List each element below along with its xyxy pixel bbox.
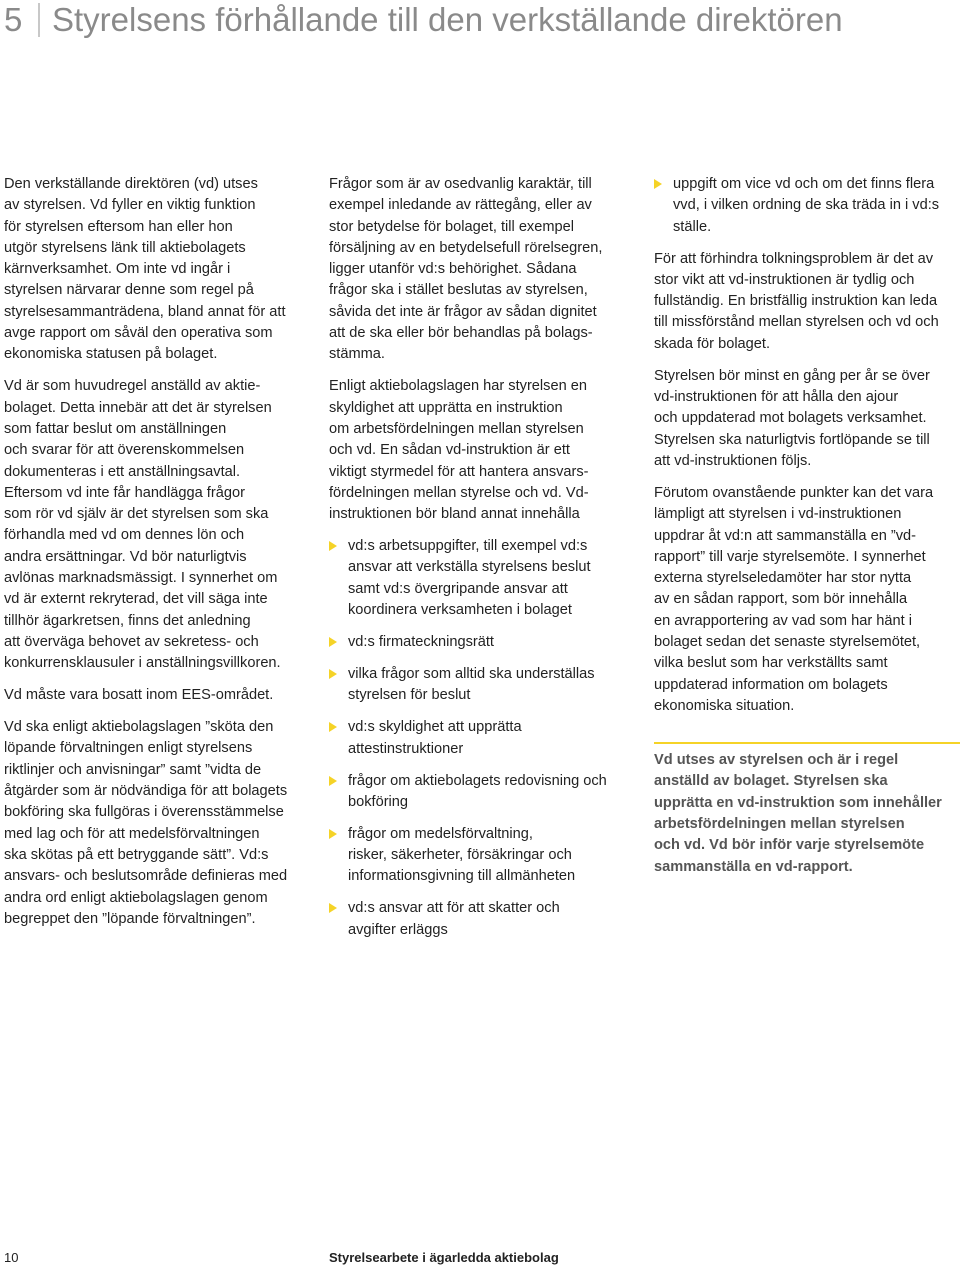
text-line: Vd ska enligt aktiebolagslagen ”sköta den (4, 719, 274, 736)
paragraph (329, 174, 629, 366)
text-line: vd:s skyldighet att upprätta (348, 719, 522, 736)
triangle-bullet-icon (654, 179, 662, 189)
text-line: Vd måste vara bosatt inom EES-området. (4, 687, 274, 704)
text-line: sammanställa en vd-rapport. (654, 858, 853, 875)
text-line: av styrelsen. Vd fyller en viktig funktion (4, 197, 256, 214)
text-line: viktigt styrmedel för att hantera ansvars- (329, 463, 589, 480)
text-line: Styrelsen bör minst en gång per år se över (654, 367, 930, 384)
text-line: koordinera verksamheten i bolaget (348, 602, 572, 619)
text-line: lämpligt att styrelsen i vd-instruktionen (654, 506, 902, 523)
text-line: avge rapport om såväl den operativa som (4, 325, 273, 342)
text-line: för styrelsen eftersom han eller hon (4, 218, 233, 235)
text-line: och svarar för att överenskommelsen (4, 442, 245, 459)
text-line: skyldighet att upprätta en instruktion (329, 399, 563, 416)
text-line: av en sådan rapport, som bör innehålla (654, 591, 908, 608)
text-column-3 (654, 174, 960, 878)
text-line: samt vd:s övergripande ansvar att (348, 580, 568, 597)
text-line: med lag och för att medelsförvaltningen (4, 825, 260, 842)
text-line: exempel inledande av rättegång, eller av (329, 197, 592, 214)
page-number: 10 (4, 1250, 19, 1265)
text-column-2 (329, 174, 629, 952)
text-line: anställd av bolaget. Styrelsen ska (654, 773, 888, 790)
triangle-bullet-icon (329, 722, 337, 732)
text-line: Vd är som huvudregel anställd av aktie- (4, 378, 261, 395)
text-line: vvd, i vilken ordning de ska träda in i vd:s (673, 197, 940, 214)
text-line: skada för bolaget. (654, 335, 771, 352)
text-line: externa styrelseledamöter har stor nytta (654, 570, 912, 587)
text-line: begreppet den ”löpande förvaltningen”. (4, 910, 256, 927)
text-line: risker, säkerheter, försäkringar och (348, 847, 572, 864)
text-line: som fattar beslut om anställningen (4, 420, 227, 437)
chapter-title: Styrelsens förhållande till den verkställande direktören (52, 1, 843, 38)
text-line: bolaget sedan det senaste styrelsemötet, (654, 634, 921, 650)
text-line: och vd. En sådan vd-instruktion är ett (329, 442, 570, 459)
triangle-bullet-icon (329, 829, 337, 839)
text-line: en avrapportering av vad som har hänt i (654, 612, 912, 629)
text-line: och vd. Vd bör inför varje styrelsemöte (654, 837, 925, 854)
text-line: ligger utanför vd:s behörighet. Sådana (329, 261, 577, 278)
text-line: arbetsfördelningen mellan styrelsen (654, 816, 905, 833)
text-line: fullständig. En bristfällig instruktion kan leda (654, 293, 938, 310)
text-line: frågor ska i stället beslutas av styrelsen, (329, 282, 588, 299)
text-line: tillhör ägarkretsen, finns det anledning (4, 612, 251, 629)
text-line: fördelningen mellan styrelse och vd. Vd- (329, 484, 589, 501)
summary-box (654, 742, 960, 878)
text-line: frågor om medelsförvaltning, (348, 825, 533, 842)
text-line: vd:s ansvar att för att skatter och (348, 900, 560, 917)
paragraph (654, 249, 960, 355)
paragraph (329, 376, 629, 525)
bullet-item (329, 771, 629, 814)
triangle-bullet-icon (329, 637, 337, 647)
text-line: försäljning av en betydelsefull rörelsegren, (329, 239, 603, 256)
paragraph (4, 685, 310, 706)
text-line: instruktionen bör bland annat innehålla (329, 506, 580, 523)
text-line: vd-instruktionen för att hålla den ajour (654, 389, 899, 406)
triangle-bullet-icon (329, 541, 337, 551)
text-line: stor betydelse för bolaget, till exempel (329, 218, 574, 235)
text-line: som rör vd själv är det styrelsen som ska (4, 506, 269, 523)
triangle-bullet-icon (329, 669, 337, 679)
text-line: attestinstruktioner (348, 740, 464, 757)
text-line: Den verkställande direktören (vd) utses (4, 176, 258, 192)
bullet-item (329, 632, 629, 653)
paragraph (654, 366, 960, 472)
text-line: Förutom ovanstående punkter kan det vara (654, 484, 934, 501)
text-line: utgör styrelsens länk till aktiebolagets (4, 239, 246, 256)
text-line: om arbetsfördelningen mellan styrelsen (329, 420, 584, 437)
text-line: löpande förvaltningen enligt styrelsens (4, 740, 253, 757)
text-line: avlönas marknadsmässigt. I synnerhet om (4, 570, 278, 587)
text-line: vd:s firmateckningsrätt (348, 634, 494, 650)
text-line: Styrelsen ska naturligtvis fortlöpande se till (654, 431, 930, 448)
vd-instruction-bullet-list-continued (654, 174, 960, 238)
text-line: ekonomiska situation. (654, 697, 795, 714)
text-column-1 (4, 174, 310, 941)
text-line: kärnverksamhet. Om inte vd ingår i (4, 261, 231, 278)
text-line: bokföring (348, 793, 409, 810)
text-line: Frågor som är av osedvanlig karaktär, till (329, 176, 592, 192)
text-line: styrelsen närvarar denne som regel på (4, 282, 254, 299)
text-line: stämma. (329, 346, 385, 363)
text-line: rapport” till varje styrelsemöte. I synnerhet (654, 548, 926, 565)
text-line: att vd-instruktionen följs. (654, 452, 812, 469)
bullet-item (654, 174, 960, 238)
bullet-item (329, 536, 629, 621)
text-line: ansvar att verkställa styrelsens beslut (348, 559, 591, 576)
text-line: styrelsesammanträdena, bland annat för att (4, 303, 286, 320)
text-line: upprätta en vd-instruktion som innehåller (654, 794, 942, 811)
triangle-bullet-icon (329, 776, 337, 786)
text-line: ska skötas på ett betryggande sätt”. Vd:s (4, 846, 269, 863)
text-line: att överväga behovet av sekretess- och (4, 633, 259, 650)
text-line: och uppdaterad mot bolagets verksamhet. (654, 410, 927, 427)
text-line: uppdaterad information om bolagets (654, 676, 888, 693)
text-line: uppgift om vice vd och om det finns flera (673, 176, 935, 192)
text-line: vilka frågor som alltid ska underställas (348, 665, 595, 682)
paragraph (4, 717, 310, 930)
triangle-bullet-icon (329, 903, 337, 913)
text-line: ställe. (673, 218, 712, 235)
text-line: bokföring ska fullgöras i överensstämmelse (4, 804, 284, 821)
page-header (0, 0, 960, 42)
text-line: konkurrensklausuler i anställningsvillkoren. (4, 655, 281, 672)
text-line: dokumenteras i ett anställningsavtal. (4, 463, 241, 480)
text-line: frågor om aktiebolagets redovisning och (348, 772, 607, 789)
text-line: förhandla med vd om dennes lön och (4, 527, 245, 544)
text-line: Vd utses av styrelsen och är i regel (654, 752, 899, 769)
chapter-divider (38, 3, 40, 37)
paragraph (4, 376, 310, 674)
text-line: att de ska eller bör behandlas på bolags- (329, 325, 593, 342)
paragraph (4, 174, 310, 366)
text-line: ekonomiska statusen på bolaget. (4, 346, 218, 363)
text-line: informationsgivning till allmänheten (348, 868, 576, 885)
text-line: andra ersättningar. Vd bör naturligtvis (4, 548, 247, 565)
text-line: andra ord enligt aktiebolagslagen genom (4, 889, 268, 906)
text-line: uppdrar åt vd:n att sammanställa en ”vd- (654, 527, 917, 544)
text-line: riktlinjer och anvisningar” samt ”vidta de (4, 761, 262, 778)
text-line: För att förhindra tolkningsproblem är det av (654, 250, 934, 267)
text-line: vilka beslut som har verkställts samt (654, 655, 888, 672)
text-line: till missförstånd mellan styrelsen och vd och (654, 314, 939, 331)
chapter-number: 5 (4, 1, 23, 38)
text-line: såvida det inte är frågor av sådan dignitet (329, 303, 597, 320)
bullet-item (329, 664, 629, 707)
text-line: avgifter erläggs (348, 921, 448, 938)
text-line: vd är externt rekryterad, det vill säga inte (4, 591, 268, 608)
bullet-item (329, 717, 629, 760)
vd-instruction-bullet-list (329, 536, 629, 941)
bullet-item (329, 898, 629, 941)
text-line: Eftersom vd inte får handlägga frågor (4, 484, 245, 501)
publication-title: Styrelsearbete i ägarledda aktiebolag (329, 1250, 559, 1265)
text-line: vd:s arbetsuppgifter, till exempel vd:s (348, 538, 588, 555)
text-line: stor vikt att vd-instruktionen är tydlig och (654, 271, 915, 288)
text-line: Enligt aktiebolagslagen har styrelsen en (329, 378, 587, 395)
text-line: bolaget. Detta innebär att det är styrelsen (4, 399, 272, 416)
text-line: ansvars- och beslutsområde definieras med (4, 868, 288, 885)
paragraph (654, 483, 960, 717)
text-line: styrelsen för beslut (348, 687, 471, 704)
text-line: åtgärder som är nödvändiga för att bolagets (4, 783, 288, 800)
bullet-item (329, 824, 629, 888)
